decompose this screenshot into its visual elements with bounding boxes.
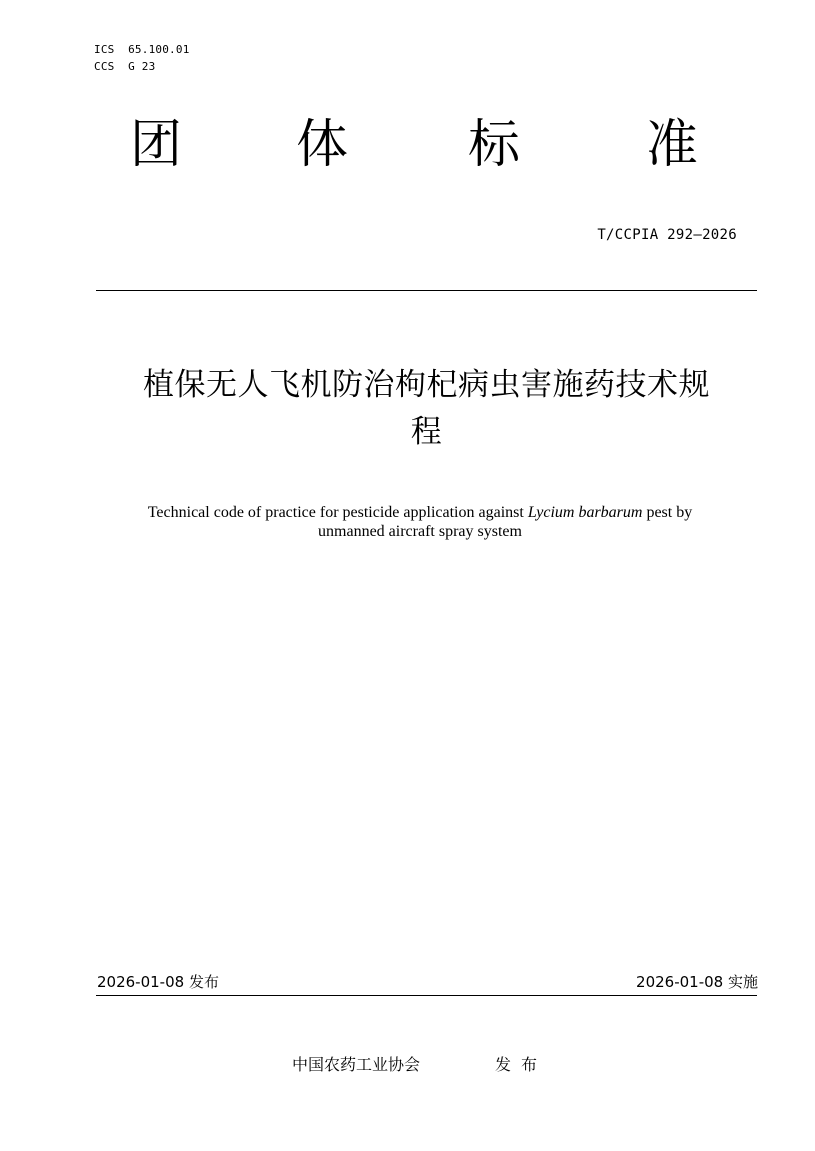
english-title-text: Technical code of practice for pesticide application against [147,504,528,521]
publisher-name: 中国农药工业协会 [292,1055,421,1074]
standard-type-char: 准 [646,115,699,175]
standard-number: T/CCPIA 292—2026 [597,227,737,243]
bottom-divider [96,995,757,996]
standard-type-char: 体 [296,115,349,175]
english-title-line-2: unmanned aircraft spray system [318,523,522,540]
ics-code: ICS 65.100.01 [94,43,190,56]
top-divider [96,290,757,291]
standard-type-char: 团 [130,115,183,175]
classification-codes [94,41,190,75]
chinese-title [96,362,757,456]
standard-type-char: 标 [468,115,521,175]
chinese-title-line-1: 植保无人飞机防治枸杞病虫害施药技术规 [143,367,710,403]
implementation-date: 2026-01-08 实施 [636,973,758,991]
publisher-action: 发布 [495,1055,548,1074]
english-title-line-1 [80,503,760,522]
species-name: Lycium barbarum [527,504,643,521]
chinese-title-line-2: 程 [410,414,443,450]
publish-date: 2026-01-08 发布 [97,973,219,991]
ccs-code: CCS G 23 [94,60,156,73]
english-title [80,503,760,541]
standard-type-heading [118,110,718,180]
english-title-text: pest by [642,504,693,521]
